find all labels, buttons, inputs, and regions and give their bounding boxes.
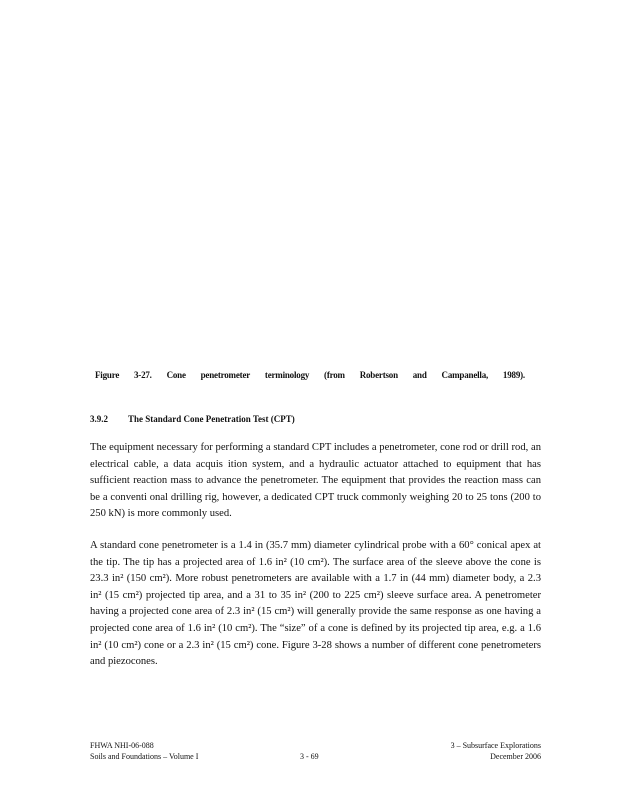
caption-word: Robertson	[359, 370, 398, 380]
footer-date: December 2006	[490, 752, 541, 761]
caption-word: 1989).	[502, 370, 525, 380]
caption-word: penetrometer	[200, 370, 251, 380]
footer-title: Soils and Foundations – Volume I	[90, 752, 199, 761]
page-number: 3 - 69	[300, 752, 319, 761]
caption-word: (from	[324, 370, 345, 380]
caption-word: Figure	[95, 370, 120, 380]
caption-word: Campanella,	[441, 370, 489, 380]
section-heading	[90, 414, 390, 424]
page-footer	[90, 740, 541, 762]
caption-word: 3-27.	[133, 370, 152, 380]
body-paragraph: A standard cone penetrometer is a 1.4 in (35.7 mm) diameter cylindrical probe with a 60° conical apex at the tip. The tip has a projected area of 1.6 in² (10 cm²). The surface area of the sleeve above the cone is 23.3 in² (150 cm²). More robust penetrometers are available with a 1.7 in (44 mm) diameter body, a 2.3 in² (15 cm²) projected tip area, and a 31 to 35 in² (200 to 225 cm²) sleeve surface area. A penetrometer having a projected cone area of 2.3 in² (15 cm²) will generally provide the same response as one having a projected cone area of 1.6 in² (10 cm²). The “size” of a cone is defined by its projected tip area, e.g. a 1.6 in² (10 cm²) cone or a 2.3 in² (15 cm²) cone. Figure 3-28 shows a number of different cone penetrometers and piezocones.	[90, 540, 541, 668]
footer-publication-id: FHWA NHI-06-088	[90, 741, 154, 750]
caption-word: and	[412, 370, 427, 380]
figure-placeholder	[90, 60, 540, 350]
section-number: 3.9.2	[90, 414, 108, 424]
footer-chapter: 3 – Subsurface Explorations	[450, 741, 541, 750]
body-paragraph: The equipment necessary for performing a standard CPT includes a penetrometer, cone rod or drill rod, an electrical cable, a data acquis ition system, and a hydraulic actuator attached to equipment that has sufficient reaction mass to advance the penetrometer. The equipment that provides the reaction mass can be a conventi onal drilling rig, however, a dedicated CPT truck commonly weighing 20 to 25 tons (200 to 250 kN) is more commonly used.	[90, 442, 541, 520]
section-title: The Standard Cone Penetration Test (CPT)	[128, 414, 295, 424]
caption-word: terminology	[264, 370, 310, 380]
figure-caption	[95, 370, 525, 380]
caption-word: Cone	[166, 370, 186, 380]
